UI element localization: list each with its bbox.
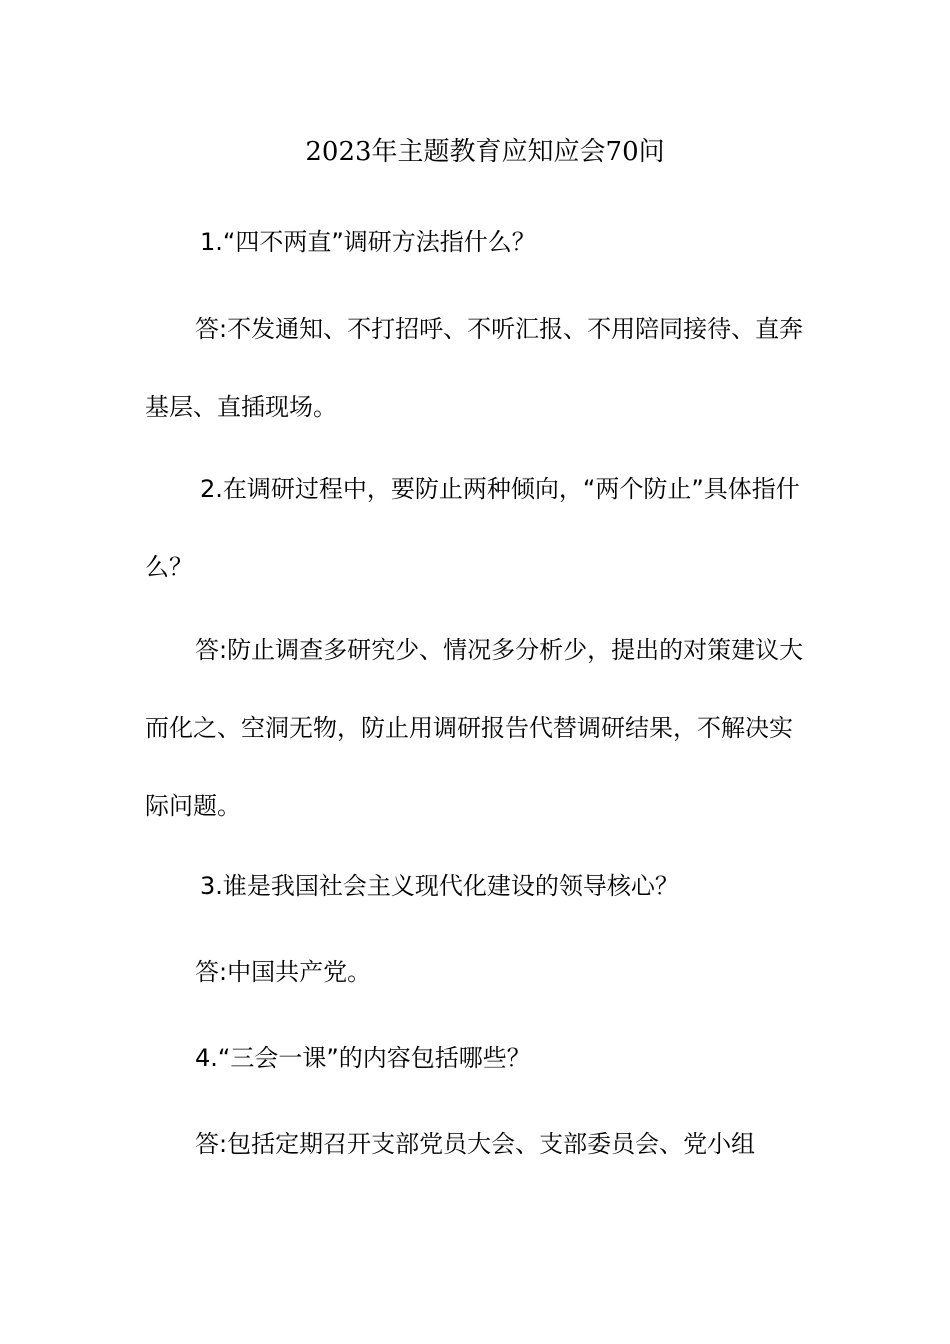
question-3: 3.谁是我国社会主义现代化建设的领导核心？ <box>200 872 679 900</box>
question-2: 2.在调研过程中，要防止两种倾向，“两个防止”具体指什么？ <box>145 475 800 581</box>
answer-3: 答:中国共产党。 <box>195 958 372 986</box>
question-4: 4.“三会一课”的内容包括哪些？ <box>195 1044 531 1072</box>
answer-2: 答:防止调查多研究少、情况多分析少，提出的对策建议大而化之、空洞无物，防止用调研报告代替调研结果，不解决实际问题。 <box>145 636 804 820</box>
question-1: 1.“四不两直”调研方法指什么？ <box>200 228 536 256</box>
document-title: 2023年主题教育应知应会70问 <box>305 137 665 167</box>
answer-4: 答:包括定期召开支部党员大会、支部委员会、党小组 <box>195 1130 756 1158</box>
answer-1: 答:不发通知、不打招呼、不听汇报、不用陪同接待、直奔基层、直插现场。 <box>145 315 804 421</box>
